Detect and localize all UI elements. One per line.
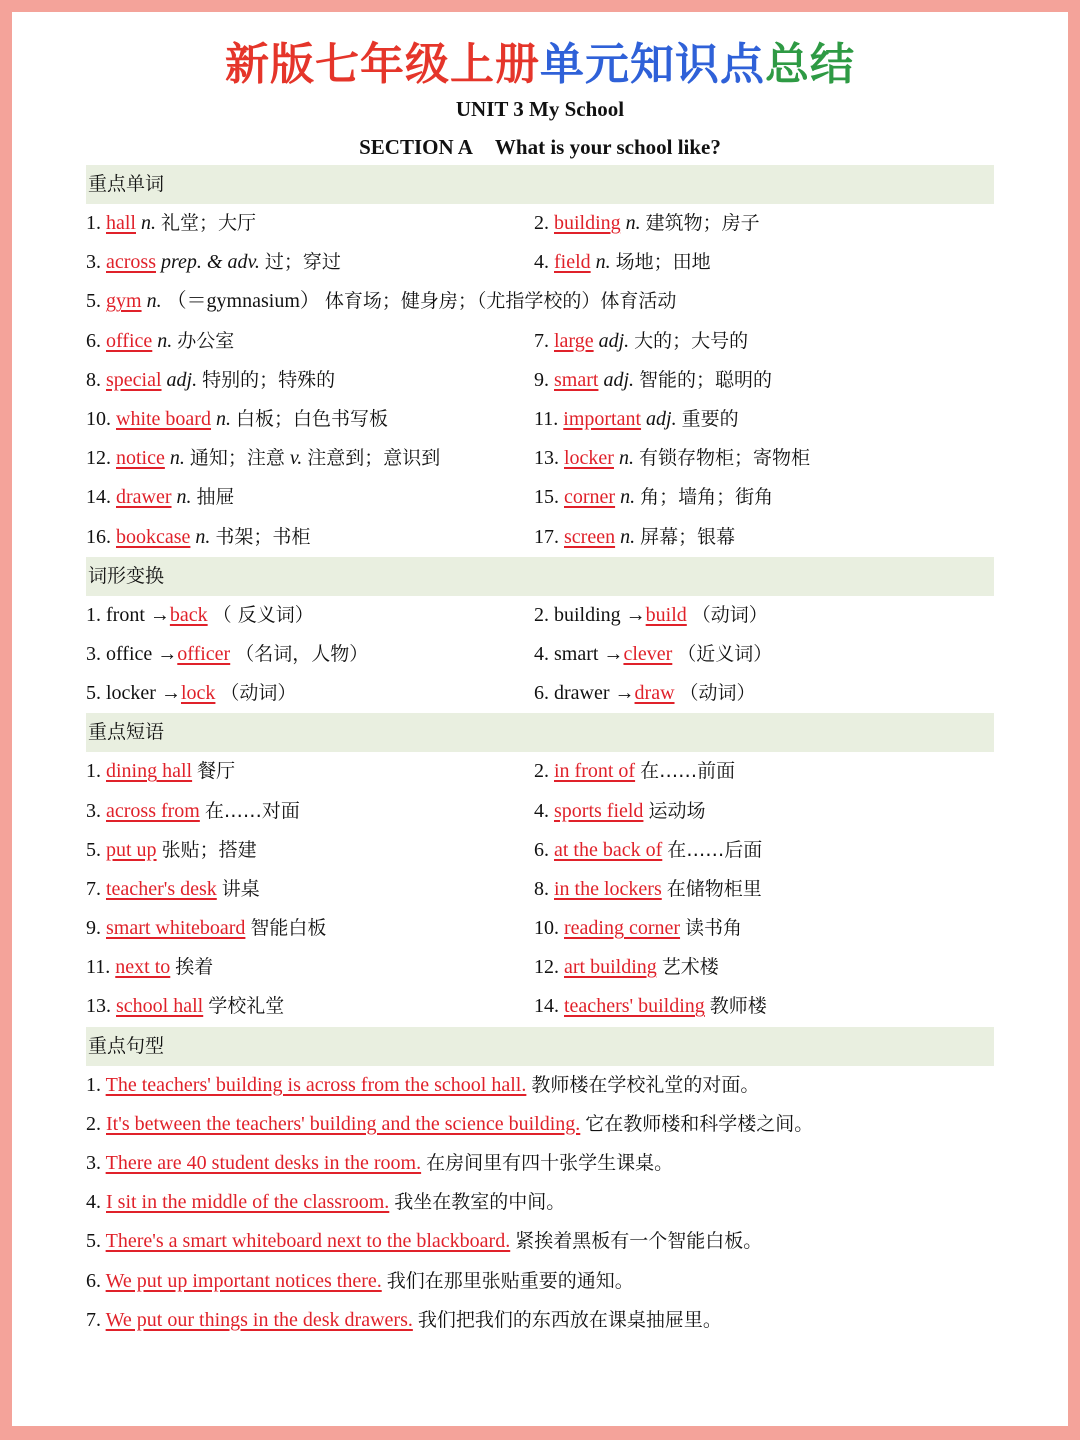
item-number: 12. xyxy=(534,956,559,979)
item-number: 3. xyxy=(86,251,101,274)
item-base-word: front → xyxy=(106,603,170,626)
page xyxy=(12,12,1068,1426)
item-number: 14. xyxy=(534,995,559,1018)
item-english: I sit in the middle of the classroom. xyxy=(106,1191,390,1214)
item-english: field xyxy=(554,251,591,274)
item-chinese: 场地；田地 xyxy=(615,251,711,274)
section-header: 重点句型 xyxy=(86,1027,994,1066)
item-english: in front of xyxy=(554,760,636,783)
item-number: 2. xyxy=(534,603,549,626)
item-number: 9. xyxy=(86,917,101,940)
list-row xyxy=(86,948,994,987)
list-row xyxy=(86,1301,994,1340)
list-item xyxy=(534,478,982,517)
item-chinese: 在储物柜里 xyxy=(666,877,762,900)
item-number: 6. xyxy=(86,1269,101,1292)
item-english: gym xyxy=(106,290,142,313)
list-item xyxy=(86,909,534,948)
list-item xyxy=(86,792,534,831)
item-english: There's a smart whiteboard next to the blackboard. xyxy=(105,1230,511,1253)
item-part-of-speech: n. xyxy=(169,447,185,470)
item-base-word: locker → xyxy=(106,682,181,705)
item-english: screen xyxy=(564,525,616,548)
item-number: 4. xyxy=(86,1191,101,1214)
list-row xyxy=(86,674,994,713)
item-chinese: 通知；注意 xyxy=(189,447,285,470)
item-english: art building xyxy=(564,956,657,979)
item-extra-note: （＝gymnasium） xyxy=(166,290,320,313)
item-english: There are 40 student desks in the room. xyxy=(105,1152,422,1175)
item-chinese: （名词，人物） xyxy=(235,642,369,665)
item-english: important xyxy=(563,408,642,431)
list-item xyxy=(534,322,982,361)
item-chinese: 办公室 xyxy=(177,329,235,352)
item-part-of-speech: n. xyxy=(141,212,156,235)
list-row xyxy=(86,635,994,674)
list-item xyxy=(86,596,534,635)
item-english: It's between the teachers' building and the science building. xyxy=(106,1112,581,1135)
item-number: 3. xyxy=(86,1152,101,1175)
item-number: 12. xyxy=(86,447,111,470)
item-part-of-speech: adj. xyxy=(646,408,677,431)
list-item xyxy=(86,674,534,713)
item-english: build xyxy=(645,603,687,626)
title-part-1: 新版七年级上册 xyxy=(225,39,540,90)
list-item xyxy=(534,909,982,948)
item-chinese: 学校礼堂 xyxy=(208,995,285,1018)
item-chinese: 大的；大号的 xyxy=(634,329,749,352)
item-chinese: 我们在那里张贴重要的通知。 xyxy=(386,1269,634,1292)
list-row xyxy=(86,1183,994,1222)
item-number: 1. xyxy=(86,1073,101,1096)
list-item xyxy=(86,987,534,1026)
list-row xyxy=(86,1262,994,1301)
list-row xyxy=(86,870,994,909)
item-base-word: building → xyxy=(554,603,646,626)
list-row xyxy=(86,322,994,361)
item-chinese: 我坐在教室的中间。 xyxy=(394,1191,566,1214)
item-number: 4. xyxy=(534,642,549,665)
item-part-of-speech: n. xyxy=(146,290,162,313)
item-number: 13. xyxy=(534,447,559,470)
list-item xyxy=(534,400,982,439)
page-title xyxy=(12,34,1068,96)
item-english: bookcase xyxy=(116,525,191,548)
item-number: 1. xyxy=(86,212,101,235)
item-number: 1. xyxy=(86,603,101,626)
list-item xyxy=(534,518,982,557)
item-number: 10. xyxy=(534,917,559,940)
list-row xyxy=(86,282,994,321)
item-english: building xyxy=(554,212,621,235)
item-english: The teachers' building is across from the school hall. xyxy=(105,1073,527,1096)
list-item xyxy=(534,831,982,870)
item-part-of-speech: n. xyxy=(176,486,192,509)
item-number: 3. xyxy=(86,799,101,822)
list-item xyxy=(86,518,534,557)
item-chinese: 特别的；特殊的 xyxy=(202,368,336,391)
list-row xyxy=(86,361,994,400)
item-chinese: 智能白板 xyxy=(250,917,327,940)
item-chinese: 书架；书柜 xyxy=(215,525,311,548)
list-item xyxy=(534,243,982,282)
item-part-of-speech: n. xyxy=(195,525,211,548)
item-english: drawer xyxy=(116,486,172,509)
item-chinese: 讲桌 xyxy=(221,877,260,900)
list-item xyxy=(534,674,982,713)
list-item xyxy=(534,792,982,831)
list-item xyxy=(86,635,534,674)
list-item xyxy=(86,1301,994,1340)
item-chinese: 它在教师楼和科学楼之间。 xyxy=(585,1112,814,1135)
item-chinese: 体育场；健身房；（尤指学校的）体育活动 xyxy=(324,290,677,313)
item-number: 9. xyxy=(534,368,549,391)
item-part-of-speech: n. xyxy=(618,447,634,470)
item-chinese: （近义词） xyxy=(677,642,773,665)
item-number: 8. xyxy=(86,368,101,391)
item-number: 6. xyxy=(86,329,101,352)
list-row xyxy=(86,204,994,243)
list-row xyxy=(86,478,994,517)
item-chinese: 挨着 xyxy=(175,956,214,979)
item-part-of-speech: n. xyxy=(620,525,636,548)
list-row xyxy=(86,596,994,635)
item-chinese: （动词） xyxy=(220,682,297,705)
item-base-word: smart → xyxy=(554,642,624,665)
list-item xyxy=(86,948,534,987)
item-part-of-speech: adj. xyxy=(598,329,630,352)
list-row xyxy=(86,1066,994,1105)
item-chinese: 紧挨着黑板有一个智能白板。 xyxy=(515,1230,763,1253)
item-number: 8. xyxy=(534,877,549,900)
list-row xyxy=(86,909,994,948)
list-item xyxy=(534,596,982,635)
list-row xyxy=(86,243,994,282)
item-english: corner xyxy=(564,486,616,509)
list-item xyxy=(86,1144,994,1183)
list-item xyxy=(86,1183,994,1222)
item-english: next to xyxy=(115,956,171,979)
item-english: put up xyxy=(106,838,157,861)
list-row xyxy=(86,1105,994,1144)
item-part-of-speech: n. xyxy=(215,408,231,431)
item-chinese: 抽屉 xyxy=(196,486,235,509)
item-chinese: 张贴；搭建 xyxy=(161,838,257,861)
title-part-3: 总结 xyxy=(765,39,855,90)
item-chinese: 我们把我们的东西放在课桌抽屉里。 xyxy=(417,1308,722,1331)
item-chinese: 在……前面 xyxy=(640,760,736,783)
item-chinese: 过；穿过 xyxy=(264,251,341,274)
list-item xyxy=(86,322,534,361)
item-chinese: （动词） xyxy=(691,603,768,626)
item-base-word: drawer → xyxy=(554,682,635,705)
item-chinese: 有锁存物柜；寄物柜 xyxy=(638,447,810,470)
item-english: locker xyxy=(564,447,614,470)
item-chinese: 运动场 xyxy=(648,799,706,822)
section-header: 重点短语 xyxy=(86,713,994,752)
item-chinese: 餐厅 xyxy=(197,760,236,783)
item-english: large xyxy=(554,329,594,352)
item-chinese: 白板；白色书写板 xyxy=(235,408,388,431)
list-item xyxy=(534,752,982,791)
item-chinese: 读书角 xyxy=(685,917,743,940)
list-item xyxy=(86,752,534,791)
item-part-of-speech: n. xyxy=(620,486,636,509)
list-item xyxy=(534,439,982,478)
list-item xyxy=(534,361,982,400)
list-item xyxy=(534,948,982,987)
item-english: back xyxy=(169,603,208,626)
item-part-of-speech: n. xyxy=(625,212,641,235)
item-number: 10. xyxy=(86,408,111,431)
section-label: SECTION A xyxy=(359,135,473,159)
list-item xyxy=(86,1066,994,1105)
list-row xyxy=(86,439,994,478)
item-chinese: 重要的 xyxy=(681,408,739,431)
item-number: 16. xyxy=(86,525,111,548)
list-item xyxy=(534,204,982,243)
item-chinese: 在房间里有四十张学生课桌。 xyxy=(426,1152,674,1175)
list-item xyxy=(86,478,534,517)
list-row xyxy=(86,791,994,830)
item-chinese: （ 反义词） xyxy=(212,603,314,626)
item-part-of-speech: adj. xyxy=(166,368,198,391)
list-item xyxy=(86,439,534,478)
item-english: notice xyxy=(116,447,165,470)
item-chinese: （动词） xyxy=(679,682,756,705)
item-english: smart xyxy=(554,368,599,391)
item-chinese: 屏幕；银幕 xyxy=(640,525,736,548)
item-number: 6. xyxy=(534,682,549,705)
list-item xyxy=(534,987,982,1026)
list-item xyxy=(86,1222,994,1261)
item-english: lock xyxy=(180,682,216,705)
list-row xyxy=(86,831,994,870)
item-english: clever xyxy=(623,642,673,665)
list-item xyxy=(86,204,534,243)
item-part-of-speech: n. xyxy=(595,251,611,274)
item-base-word: office → xyxy=(106,642,178,665)
item-english: teacher's desk xyxy=(106,877,217,900)
list-item xyxy=(86,870,534,909)
item-number: 15. xyxy=(534,486,559,509)
list-item xyxy=(86,831,534,870)
item-number: 2. xyxy=(534,760,549,783)
item-english: We put up important notices there. xyxy=(105,1269,382,1292)
item-english: at the back of xyxy=(554,838,663,861)
list-row xyxy=(86,400,994,439)
item-number: 5. xyxy=(86,290,101,313)
item-english: sports field xyxy=(554,799,644,822)
item-english: across from xyxy=(106,799,200,822)
item-number: 2. xyxy=(86,1112,101,1135)
item-english: school hall xyxy=(116,995,204,1018)
item-part-of-speech: prep. & adv. xyxy=(160,251,260,274)
item-chinese: 教师楼在学校礼堂的对面。 xyxy=(531,1073,760,1096)
section-header: 词形变换 xyxy=(86,557,994,596)
item-english: reading corner xyxy=(564,917,681,940)
item-number: 6. xyxy=(534,838,549,861)
item-number: 7. xyxy=(86,877,101,900)
item-english: in the lockers xyxy=(554,877,662,900)
item-number: 4. xyxy=(534,251,549,274)
item-number: 5. xyxy=(86,682,101,705)
list-row xyxy=(86,518,994,557)
list-row xyxy=(86,1144,994,1183)
list-item xyxy=(86,1105,994,1144)
item-chinese-2: 注意到；意识到 xyxy=(307,447,441,470)
item-english: officer xyxy=(177,642,231,665)
item-english: across xyxy=(106,251,156,274)
item-chinese: 艺术楼 xyxy=(661,956,719,979)
item-number: 2. xyxy=(534,212,549,235)
item-part-of-speech-2: v. xyxy=(289,447,303,470)
list-item xyxy=(86,361,534,400)
item-chinese: 在……对面 xyxy=(204,799,300,822)
list-item xyxy=(86,400,534,439)
item-number: 4. xyxy=(534,799,549,822)
item-number: 11. xyxy=(534,408,559,431)
list-row xyxy=(86,1222,994,1261)
item-english: white board xyxy=(116,408,211,431)
item-number: 1. xyxy=(86,760,101,783)
item-number: 7. xyxy=(86,1308,101,1331)
content xyxy=(86,165,994,1340)
item-chinese: 建筑物；房子 xyxy=(645,212,760,235)
section-heading xyxy=(12,132,1068,162)
item-english: special xyxy=(106,368,162,391)
list-item xyxy=(86,243,534,282)
list-row xyxy=(86,752,994,791)
item-part-of-speech: adj. xyxy=(603,368,634,391)
section-header: 重点单词 xyxy=(86,165,994,204)
item-english: draw xyxy=(634,682,675,705)
item-english: teachers' building xyxy=(564,995,705,1018)
list-row xyxy=(86,987,994,1026)
item-number: 11. xyxy=(86,956,111,979)
item-english: office xyxy=(106,329,153,352)
item-chinese: 角；墙角；街角 xyxy=(640,486,774,509)
item-english: We put our things in the desk drawers. xyxy=(105,1308,413,1331)
list-item xyxy=(534,870,982,909)
list-item xyxy=(534,635,982,674)
list-item xyxy=(86,282,994,321)
item-chinese: 在……后面 xyxy=(667,838,763,861)
item-number: 5. xyxy=(86,838,101,861)
unit-title: UNIT 3 My School xyxy=(455,97,625,121)
section-question: What is your school like? xyxy=(494,135,721,159)
item-number: 3. xyxy=(86,642,101,665)
item-number: 17. xyxy=(534,525,559,548)
title-part-2: 单元知识点 xyxy=(540,39,765,90)
item-chinese: 智能的；聪明的 xyxy=(639,368,773,391)
item-number: 7. xyxy=(534,329,549,352)
item-chinese: 礼堂；大厅 xyxy=(161,212,257,235)
item-number: 5. xyxy=(86,1230,101,1253)
item-number: 13. xyxy=(86,995,111,1018)
list-item xyxy=(86,1262,994,1301)
item-number: 14. xyxy=(86,486,111,509)
item-english: smart whiteboard xyxy=(106,917,246,940)
item-part-of-speech: n. xyxy=(157,329,173,352)
item-chinese: 教师楼 xyxy=(709,995,767,1018)
item-english: hall xyxy=(106,212,136,235)
item-english: dining hall xyxy=(106,760,193,783)
